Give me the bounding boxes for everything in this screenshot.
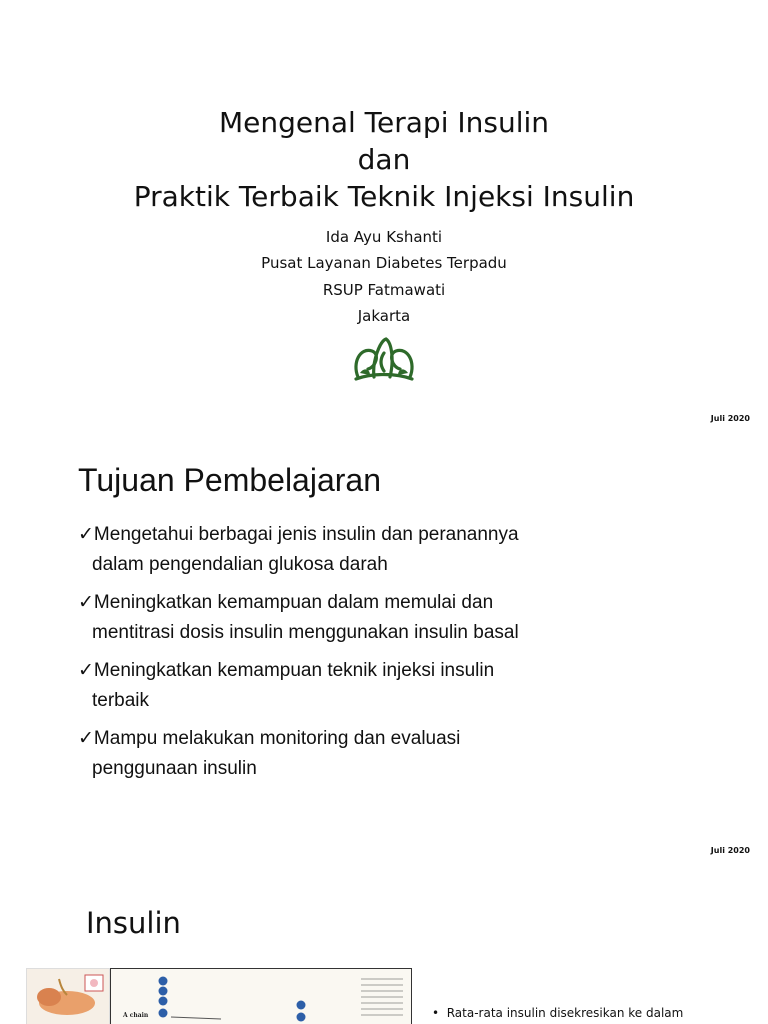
checkmark-icon: ✓: [78, 728, 94, 749]
objective-line-1: Mampu melakukan monitoring dan evaluasi: [93, 728, 461, 749]
title-line-1: Mengenal Terapi Insulin: [218, 106, 550, 139]
slide-heading: Insulin: [86, 906, 181, 940]
objective-item: [78, 656, 578, 716]
author-name: Ida Ayu Kshanti: [325, 228, 443, 246]
bullet-item: [432, 1006, 762, 1020]
slide-date: Juli 2020: [710, 846, 750, 855]
checkmark-icon: ✓: [78, 524, 94, 545]
insulin-slide: [0, 864, 768, 1024]
objective-line-2: terbaik: [92, 690, 150, 711]
objectives-list: [78, 520, 578, 792]
bullet-dot-icon: •: [432, 1006, 447, 1020]
objective-item: [78, 520, 578, 580]
objective-line-1: Meningkatkan kemampuan dalam memulai dan: [93, 592, 494, 613]
affiliation-unit: Pusat Layanan Diabetes Terpadu: [261, 254, 507, 272]
objectives-slide: [0, 432, 768, 864]
title-slide: [0, 0, 768, 432]
title-line-3: Praktik Terbaik Teknik Injeksi Insulin: [133, 180, 635, 213]
objective-item: [78, 588, 578, 648]
objective-line-1: Meningkatkan kemampuan teknik injeksi insulin: [93, 660, 495, 681]
objective-line-2: mentitrasi dosis insulin menggunakan insulin basal: [92, 622, 519, 643]
objective-item: [78, 724, 578, 784]
title-line-2: dan: [357, 143, 411, 176]
objective-line-2: penggunaan insulin: [92, 758, 257, 779]
insulin-chain-figure: [111, 969, 411, 1024]
rsf-leaf-logo-icon: [350, 333, 418, 383]
insulin-structure-diagram: [110, 968, 412, 1024]
affiliation-hospital: RSUP Fatmawati: [322, 281, 446, 299]
checkmark-icon: ✓: [78, 592, 94, 613]
affiliation-city: Jakarta: [357, 307, 411, 325]
objective-line-1: Mengetahui berbagai jenis insulin dan peranannya: [93, 524, 519, 545]
a-chain-label: A chain: [123, 1012, 149, 1019]
bullet-text: Rata-rata insulin disekresikan ke dalam: [446, 1006, 684, 1020]
checkmark-icon: ✓: [78, 660, 94, 681]
slide-heading: Tujuan Pembelajaran: [78, 462, 381, 498]
pancreas-illustration: [26, 968, 110, 1024]
slide-date: Juli 2020: [710, 414, 750, 423]
objective-line-2: dalam pengendalian glukosa darah: [92, 554, 388, 575]
pancreas-icon: [27, 969, 109, 1024]
